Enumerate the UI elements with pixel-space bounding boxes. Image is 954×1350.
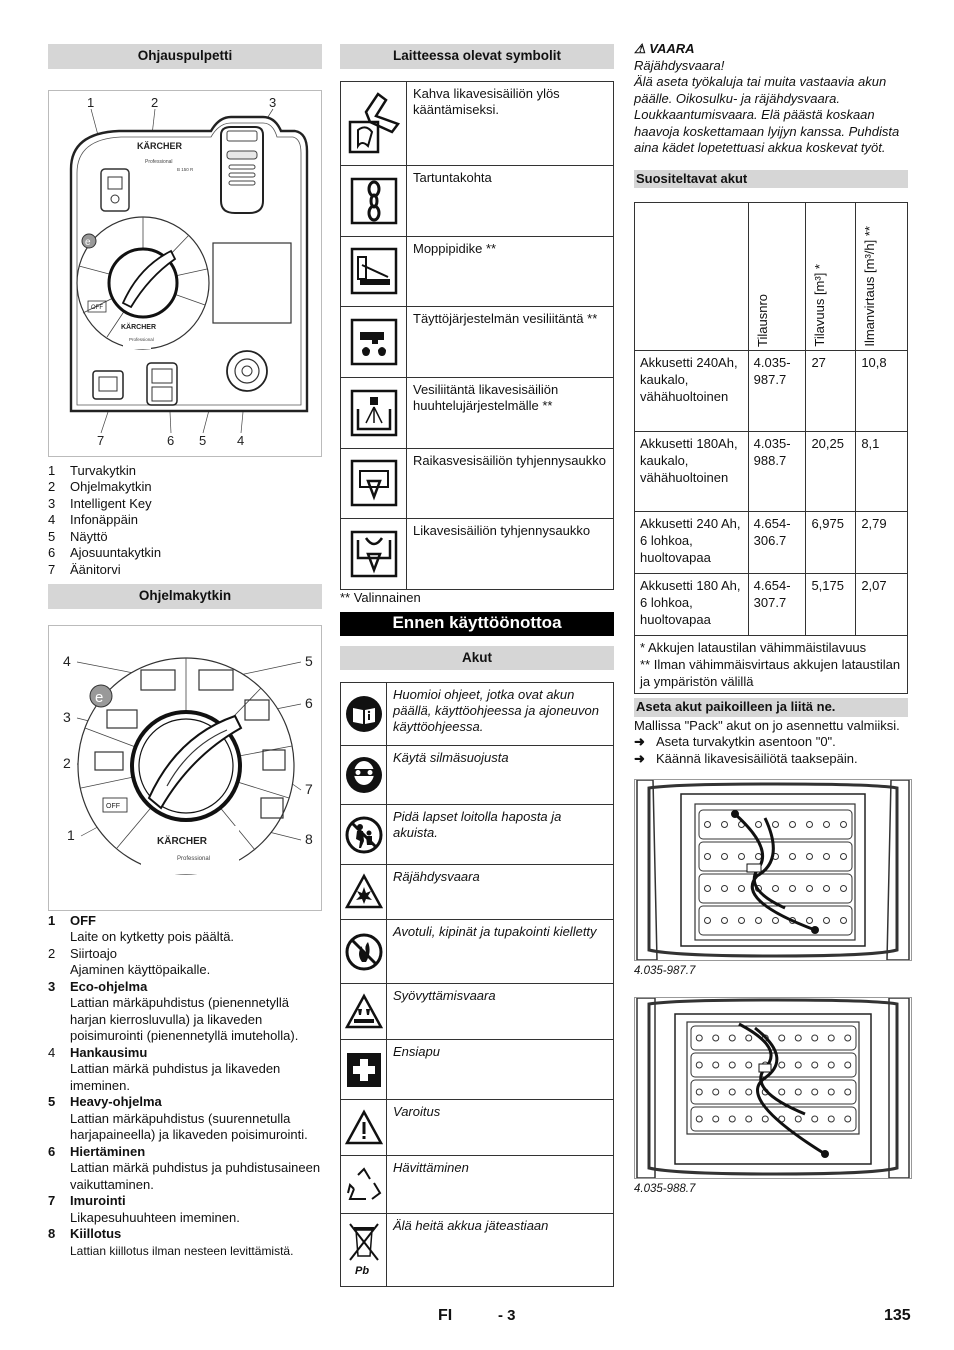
battery-terminal	[762, 1116, 768, 1122]
symbol-desc: Huomioi ohjeet, jotka ovat akun päällä, käyttöohjeessa ja ajoneuvon käyttöohjeessa.	[387, 683, 614, 746]
column-3	[634, 41, 908, 1197]
program-list	[48, 913, 322, 1260]
explosion-icon	[341, 865, 387, 920]
symbol-desc: Kahva likavesisäiliön ylös kääntämiseksi.	[407, 81, 614, 165]
col-header-volume: Tilavuus [m³] *	[812, 264, 828, 347]
panel-professional-2: Professional	[129, 336, 154, 342]
battery-terminal	[824, 854, 830, 860]
battery-terminal	[746, 1035, 752, 1041]
battery-terminal	[779, 1035, 785, 1041]
battery-terminal	[713, 1089, 719, 1095]
table-row	[341, 1214, 614, 1287]
figure-caption: 4.035-987.7	[634, 965, 696, 977]
list-item: 6 Hiertäminen	[48, 1143, 146, 1159]
page-footer	[0, 1308, 954, 1328]
battery-terminal	[812, 1089, 818, 1095]
symbol-desc: Varoitus	[387, 1100, 614, 1156]
battery-terminal	[824, 918, 830, 924]
battery-terminal	[746, 1062, 752, 1068]
panel-brand: KÄRCHER	[137, 140, 182, 151]
figure-caption: 4.035-988.7	[634, 1182, 696, 1195]
table-row	[341, 1100, 614, 1156]
battery-terminal	[845, 1062, 851, 1068]
list-item-desc: Lattian kiillotus ilman nesteen levittämistä.	[70, 1243, 294, 1258]
battery-terminal	[722, 854, 728, 860]
callout-1: 1	[87, 94, 95, 110]
battery-terminal	[807, 822, 813, 828]
symbol-desc: Ensiapu	[387, 1040, 614, 1100]
program-off-label: OFF	[106, 802, 120, 810]
note-airflow: ** Ilman vähimmäisvirtaus akkujen lataustilan ja ympäristön välillä	[640, 657, 901, 689]
first-aid-icon	[341, 1040, 387, 1100]
battery-terminal	[746, 1089, 752, 1095]
battery-terminal	[790, 886, 796, 892]
list-item-desc: Likapesuhuuhteen imeminen.	[70, 1209, 240, 1225]
install-step: ➜ Aseta turvakytkin asentoon "0".	[634, 734, 836, 749]
battery-terminal	[722, 918, 728, 924]
symbol-desc: Käytä silmäsuojusta	[387, 746, 614, 805]
list-item-desc: Lattian märkä puhdistus ja puhdistusaineen vaikuttaminen.	[70, 1160, 321, 1192]
battery-terminal	[729, 1089, 735, 1095]
battery-terminal	[729, 1116, 735, 1122]
prog-callout-3: 3	[63, 708, 71, 725]
battery-terminal	[696, 1089, 702, 1095]
list-item: 4 Hankausimu	[48, 1044, 148, 1060]
list-item: 6 Ajosuuntakytkin	[48, 545, 162, 560]
callout-7: 7	[97, 432, 105, 448]
table-row: Akkusetti 180 Ah, 6 lohkoa, huoltovapaa 4.654-307.7 5,175 2,07	[635, 574, 908, 636]
table-row	[341, 518, 614, 589]
callout-4: 4	[237, 432, 245, 448]
children-icon	[341, 805, 387, 865]
list-item: 3 Intelligent Key	[48, 495, 152, 511]
note-volume: * Akkujen lataustilan vähimmäistilavuus	[640, 640, 867, 655]
battery-terminal	[841, 854, 847, 860]
battery-terminal	[841, 822, 847, 828]
battery-terminal	[795, 1035, 801, 1041]
table-row: Akkusetti 180Ah, kaukalo, vähähuoltoinen 4.035-988.7 20,25 8,1	[635, 432, 908, 512]
list-item: 2 Ohjelmakytkin	[48, 479, 152, 494]
warning-icon	[341, 1100, 387, 1156]
battery-terminal	[713, 1035, 719, 1041]
battery-terminal	[705, 886, 711, 892]
install-intro: Mallissa "Pack" akut on jo asennettu valmiiksi.	[634, 717, 900, 733]
battery-terminal	[795, 1062, 801, 1068]
table-row	[341, 984, 614, 1040]
symbol-desc: Syövyttämisvaara	[387, 984, 614, 1040]
prog-callout-4: 4	[63, 652, 71, 669]
warning-icon: ⚠	[634, 41, 646, 56]
battery-terminal	[756, 854, 762, 860]
battery-terminal	[795, 1116, 801, 1122]
list-item: 1 OFF	[48, 912, 96, 928]
col-header-airflow: Ilmanvirtaus [m³/h] **	[862, 226, 878, 347]
battery-terminal	[739, 886, 745, 892]
prog-callout-7: 7	[305, 780, 313, 797]
battery-terminal	[845, 1116, 851, 1122]
symbol-desc: Likavesisäiliön tyhjennysaukko	[407, 518, 614, 589]
battery-terminal	[807, 886, 813, 892]
footer-language: FI	[438, 1307, 453, 1324]
callout-6: 6	[167, 432, 175, 448]
program-brand: KÄRCHER	[157, 835, 207, 847]
battery-terminal	[807, 854, 813, 860]
callout-3: 3	[269, 94, 277, 110]
panel-professional: Professional	[145, 158, 173, 165]
battery-terminal	[812, 1062, 818, 1068]
battery-terminal	[779, 1062, 785, 1068]
heading-recommended-batteries: Suositeltavat akut	[634, 170, 908, 189]
optional-note: ** Valinnainen	[340, 589, 421, 605]
table-header-row	[635, 203, 908, 351]
symbol-desc: Täyttöjärjestelmän vesiliitäntä **	[407, 306, 614, 377]
prog-callout-8: 8	[305, 830, 313, 847]
battery-terminal	[696, 1035, 702, 1041]
col-header-order-no: Tilausnro	[754, 294, 770, 347]
battery-terminal	[729, 1062, 735, 1068]
battery-terminal	[841, 886, 847, 892]
battery-terminal	[845, 1089, 851, 1095]
mop-holder-icon	[341, 236, 407, 306]
footer-page-number: 135	[884, 1307, 911, 1324]
battery-terminal	[779, 1089, 785, 1095]
battery-terminal	[812, 1035, 818, 1041]
heading-install-batteries: Aseta akut paikoilleen ja liitä ne.	[634, 698, 908, 717]
battery-terminal	[722, 886, 728, 892]
rinse-connection-icon	[341, 377, 407, 448]
arrow-right-icon: ➜	[634, 750, 645, 766]
svg-text:e: e	[85, 236, 91, 248]
prog-callout-5: 5	[305, 652, 313, 669]
column-1	[48, 44, 322, 1259]
battery-terminal	[824, 886, 830, 892]
table-row	[341, 165, 614, 236]
list-item-desc: Lattian märkäpuhdistus (suurennetulla harjapaineella) ja likaveden poisimurointi.	[70, 1110, 308, 1142]
battery-figure-2	[634, 997, 912, 1179]
danger-line: Älä aseta työkaluja tai muita vastaavia akun päälle. Oikosulku- ja räjähdysvaara.	[634, 74, 887, 106]
table-row	[341, 746, 614, 805]
symbol-desc: Raikasvesisäiliön tyhjennysaukko	[407, 448, 614, 518]
install-step: ➜ Käännä likavesisäiliötä taaksepäin.	[634, 750, 858, 766]
danger-block	[634, 41, 908, 157]
battery-terminal	[756, 822, 762, 828]
dirty-drain-icon	[341, 518, 407, 589]
battery-symbols-table	[340, 682, 614, 1287]
heading-control-panel: Ohjauspulpetti	[48, 44, 322, 69]
battery-terminal	[722, 822, 728, 828]
list-item-desc: Laite on kytketty pois päältä.	[70, 929, 235, 944]
symbol-desc: Tartuntakohta	[407, 165, 614, 236]
corrosive-icon	[341, 984, 387, 1040]
battery-terminal	[729, 1035, 735, 1041]
water-tap-icon	[341, 306, 407, 377]
battery-terminal	[739, 854, 745, 860]
list-item-desc: Lattian märkä puhdistus ja likaveden imeminen.	[70, 1061, 281, 1093]
knob-off-label: OFF	[91, 304, 103, 311]
symbol-desc: Pidä lapset loitolla haposta ja akuista.	[387, 805, 614, 865]
list-item: 7 Imurointi	[48, 1193, 126, 1208]
list-item: 5 Heavy-ohjelma	[48, 1094, 162, 1109]
battery-terminal	[705, 854, 711, 860]
panel-brand-2: KÄRCHER	[121, 323, 156, 331]
battery-terminal	[828, 1062, 834, 1068]
battery-terminal	[696, 1062, 702, 1068]
program-switch-figure	[48, 625, 322, 911]
battery-terminal	[790, 854, 796, 860]
table-row	[341, 448, 614, 518]
table-row	[341, 306, 614, 377]
no-bin-icon	[341, 1214, 387, 1287]
control-panel-list	[48, 463, 322, 579]
heading-program-switch: Ohjelmakytkin	[48, 584, 322, 609]
footer-local-page: - 3	[498, 1307, 516, 1324]
panel-model: B 150 R	[177, 166, 194, 172]
battery-terminal	[773, 918, 779, 924]
column-2	[340, 44, 614, 1287]
symbol-desc: Räjähdysvaara	[387, 865, 614, 920]
table-row: Akkusetti 240 Ah, 6 lohkoa, huoltovapaa 4.654-306.7 6,975 2,79	[635, 512, 908, 574]
table-row	[341, 920, 614, 984]
no-fire-icon	[341, 920, 387, 984]
battery-figure-1	[634, 779, 912, 961]
heading-symbols: Laitteessa olevat symbolit	[340, 44, 614, 69]
callout-5: 5	[199, 432, 207, 448]
battery-terminal	[807, 918, 813, 924]
control-panel-figure	[48, 90, 322, 457]
list-item-desc: Lattian märkäpuhdistus (pienennetyllä harjan kierrosluvulla) ja likaveden poisimurointi (pienennetyllä imuteholla).	[70, 995, 299, 1043]
recycle-icon	[341, 1156, 387, 1214]
table-row: Akkusetti 240Ah, kaukalo, vähähuoltoinen 4.035-987.7 27 10,8	[635, 351, 908, 432]
pb-label: Pb	[354, 1265, 369, 1277]
battery-terminal	[824, 822, 830, 828]
prog-callout-1: 1	[67, 826, 75, 843]
table-row	[341, 865, 614, 920]
list-item: 7 Äänitorvi	[48, 561, 121, 577]
list-item: 4 Infonäppäin	[48, 512, 138, 527]
table-row	[341, 81, 614, 165]
symbol-desc: Moppipidike **	[407, 236, 614, 306]
battery-terminal	[773, 886, 779, 892]
svg-text:e: e	[95, 688, 104, 706]
program-professional: Professional	[177, 855, 211, 862]
battery-table	[634, 202, 908, 694]
danger-title: ⚠ VAARA	[634, 41, 695, 56]
manual-icon	[341, 683, 387, 746]
battery-terminal	[696, 1116, 702, 1122]
prog-callout-6: 6	[305, 694, 313, 711]
symbols-table	[340, 81, 614, 590]
battery-terminal	[828, 1116, 834, 1122]
battery-terminal	[828, 1089, 834, 1095]
callout-2: 2	[151, 94, 159, 110]
symbol-desc: Vesiliitäntä likavesisäiliön huuhtelujärjestelmälle **	[407, 377, 614, 448]
fresh-drain-icon	[341, 448, 407, 518]
list-item: 1 Turvakytkin	[48, 462, 136, 478]
battery-terminal	[713, 1116, 719, 1122]
prog-callout-2: 2	[63, 754, 71, 771]
chain-grip-icon	[341, 165, 407, 236]
danger-line: Räjähdysvaara!	[634, 57, 725, 73]
goggles-icon	[341, 746, 387, 805]
symbol-desc: Älä heitä akkua jäteastiaan	[387, 1214, 614, 1287]
table-row	[341, 236, 614, 306]
heading-batteries: Akut	[340, 646, 614, 671]
battery-terminal	[746, 1116, 752, 1122]
table-row	[341, 683, 614, 746]
battery-terminal	[812, 1116, 818, 1122]
list-item: 2 Siirtoajo	[48, 945, 117, 961]
list-item: 5 Näyttö	[48, 528, 108, 544]
battery-terminal	[739, 918, 745, 924]
table-notes-row	[635, 636, 908, 694]
tank-tilt-handle-icon	[341, 81, 407, 165]
list-item: 3 Eco-ohjelma	[48, 978, 148, 994]
symbol-desc: Avotuli, kipinät ja tupakointi kielletty	[387, 920, 614, 984]
battery-terminal	[790, 822, 796, 828]
battery-terminal	[841, 918, 847, 924]
list-item-desc: Ajaminen käyttöpaikalle.	[70, 962, 211, 977]
battery-terminal	[705, 822, 711, 828]
table-row	[341, 1040, 614, 1100]
section-title: Ennen käyttöönottoa	[340, 612, 614, 636]
battery-terminal	[705, 918, 711, 924]
arrow-right-icon: ➜	[634, 734, 645, 749]
symbol-desc: Hävittäminen	[387, 1156, 614, 1214]
battery-terminal	[756, 918, 762, 924]
battery-terminal	[828, 1035, 834, 1041]
table-row	[341, 805, 614, 865]
battery-terminal	[795, 1089, 801, 1095]
danger-line: Loukkaantumisvaara. Elä päästä koskaan haavoja koskettamaan lyijyn kanssa. Puhdista aina kädet lopetettuasi akkua koskevat työt.	[634, 107, 900, 155]
list-item: 8 Kiillotus	[48, 1226, 122, 1241]
battery-terminal	[713, 1062, 719, 1068]
table-row	[341, 377, 614, 448]
battery-terminal	[845, 1035, 851, 1041]
battery-terminal	[773, 822, 779, 828]
table-row	[341, 1156, 614, 1214]
